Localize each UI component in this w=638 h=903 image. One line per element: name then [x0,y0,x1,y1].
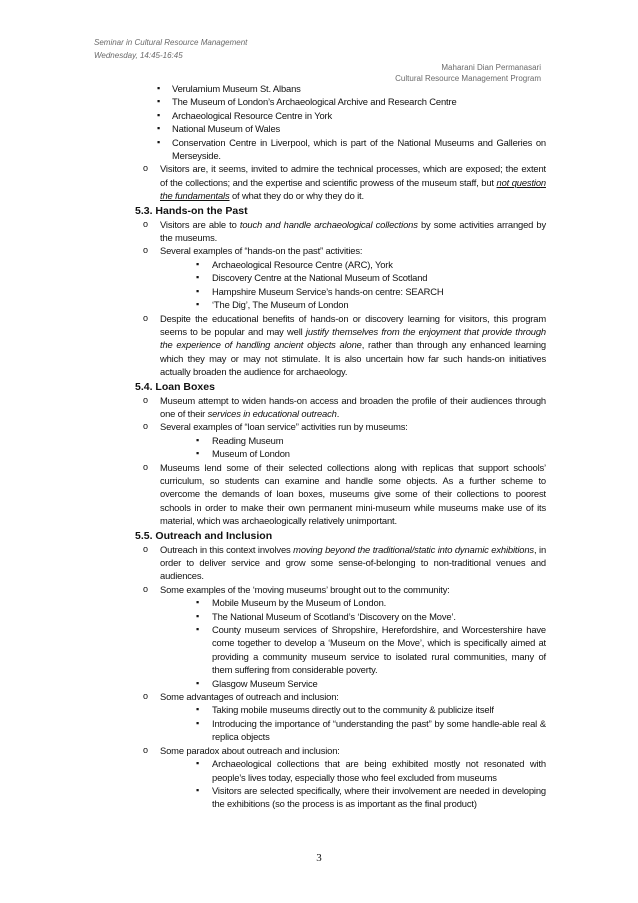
list-item: ▪ Museum of London [212,447,546,460]
list-item: ▪ The Museum of London’s Archaeological Archive and Research Centre [172,95,546,108]
paragraph-item: o Some advantages of outreach and inclusion: [160,690,546,703]
running-header-left [94,36,247,62]
list-item: ▪ Discovery Centre at the National Museum of Scotland [212,271,546,284]
paragraph-item: o Museums lend some of their selected collections along with replicas that support schools’ curriculum, so students can examine and handle some objects. As a further scheme to overcome the demands of loan boxes, museums give some of their collections to poorest schools in order to make their own permanent mini-museum while museums make use of its material, which was archaeologically relatively unimportant. [160,461,546,528]
list-item: ▪ Archaeological Resource Centre (ARC), York [212,258,546,271]
list-item: ▪ County museum services of Shropshire, Herefordshire, and Worcestershire have come together to develop a ‘Museum on the Move’, which is specifically aimed at providing a community museum service to isolated rural communities, many of them suffering from considerable poverty. [212,623,546,677]
list-item: ▪ ‘The Dig’, The Museum of London [212,298,546,311]
section-heading-5-4: 5.4. Loan Boxes [135,380,215,393]
list-item: ▪ Verulamium Museum St. Albans [172,82,546,95]
seminar-schedule: Wednesday, 14:45-16:45 [94,51,183,60]
list-item: ▪ Visitors are selected specifically, where their involvement are needed in developing the exhibitions (so the process is as important as the final product) [212,784,546,811]
list-item: ▪ Archaeological Resource Centre in York [172,109,546,122]
paragraph-item: o Museum attempt to widen hands-on access and broaden the profile of their audiences through one of their services in educational outreach. [160,394,546,421]
list-item: ▪ Taking mobile museums directly out to the community & publicize itself [212,703,546,716]
list-item: ▪ The National Museum of Scotland’s ‘Discovery on the Move’. [212,610,546,623]
list-item: ▪ Hampshire Museum Service’s hands-on centre: SEARCH [212,285,546,298]
underlined-phrase: not question the fundamentals [160,176,546,202]
list-item: ▪ Mobile Museum by the Museum of London. [212,596,546,609]
list-item: ▪ Archaeological collections that are being exhibited mostly not resonated with people’s lives today, especially those who feel excluded from museums [212,757,546,784]
paragraph-item: o Despite the educational benefits of hands-on or discovery learning for visitors, this program seems to be popular and may well justify themselves from the enjoyment that provide through the experience of handling ancient objects alone, rather than through any enhanced learning which they may or may not stimulate. It is also uncertain how far such hands-on initiatives actually broaden the audience for archaeology. [160,312,546,379]
paragraph-item: o Some paradox about outreach and inclusion: [160,744,546,757]
section-heading-5-5: 5.5. Outreach and Inclusion [135,529,273,542]
running-header-right [395,62,541,84]
list-item: ▪ National Museum of Wales [172,122,546,135]
list-item: ▪ Reading Museum [212,434,546,447]
paragraph-item: o Some examples of the ‘moving museums’ brought out to the community: [160,583,546,596]
page-number: 3 [316,852,322,864]
list-item: ▪ Introducing the importance of “understanding the past” by some handle-able real & replica objects [212,717,546,744]
paragraph-item: o Several examples of “hands-on the past” activities: [160,244,546,257]
author-name: Maharani Dian Permanasari [441,63,541,72]
paragraph-item: o Visitors are able to touch and handle archaeological collections by some activities arranged by the museums. [160,218,546,245]
list-item: ▪ Conservation Centre in Liverpool, which is part of the National Museums and Galleries on Merseyside. [172,136,546,163]
seminar-title: Seminar in Cultural Resource Management [94,38,248,47]
paragraph-item: o Outreach in this context involves moving beyond the traditional/static into dynamic exhibitions, in order to deliver service and grow some sense-of-belonging to non-traditional venues and audiences. [160,543,546,583]
program-name: Cultural Resource Management Program [395,74,541,83]
section-heading-5-3: 5.3. Hands-on the Past [135,204,248,217]
page-body [0,82,638,811]
list-item: ▪ Glasgow Museum Service [212,677,546,690]
paragraph-item: o Visitors are, it seems, invited to admire the technical processes, which are exposed; the extent of the collections; and the expertise and scientific prowess of the museum staff, but not question the fundamentals of what they do or why they do it. [160,162,546,202]
paragraph-item: o Several examples of “loan service” activities run by museums: [160,420,546,433]
